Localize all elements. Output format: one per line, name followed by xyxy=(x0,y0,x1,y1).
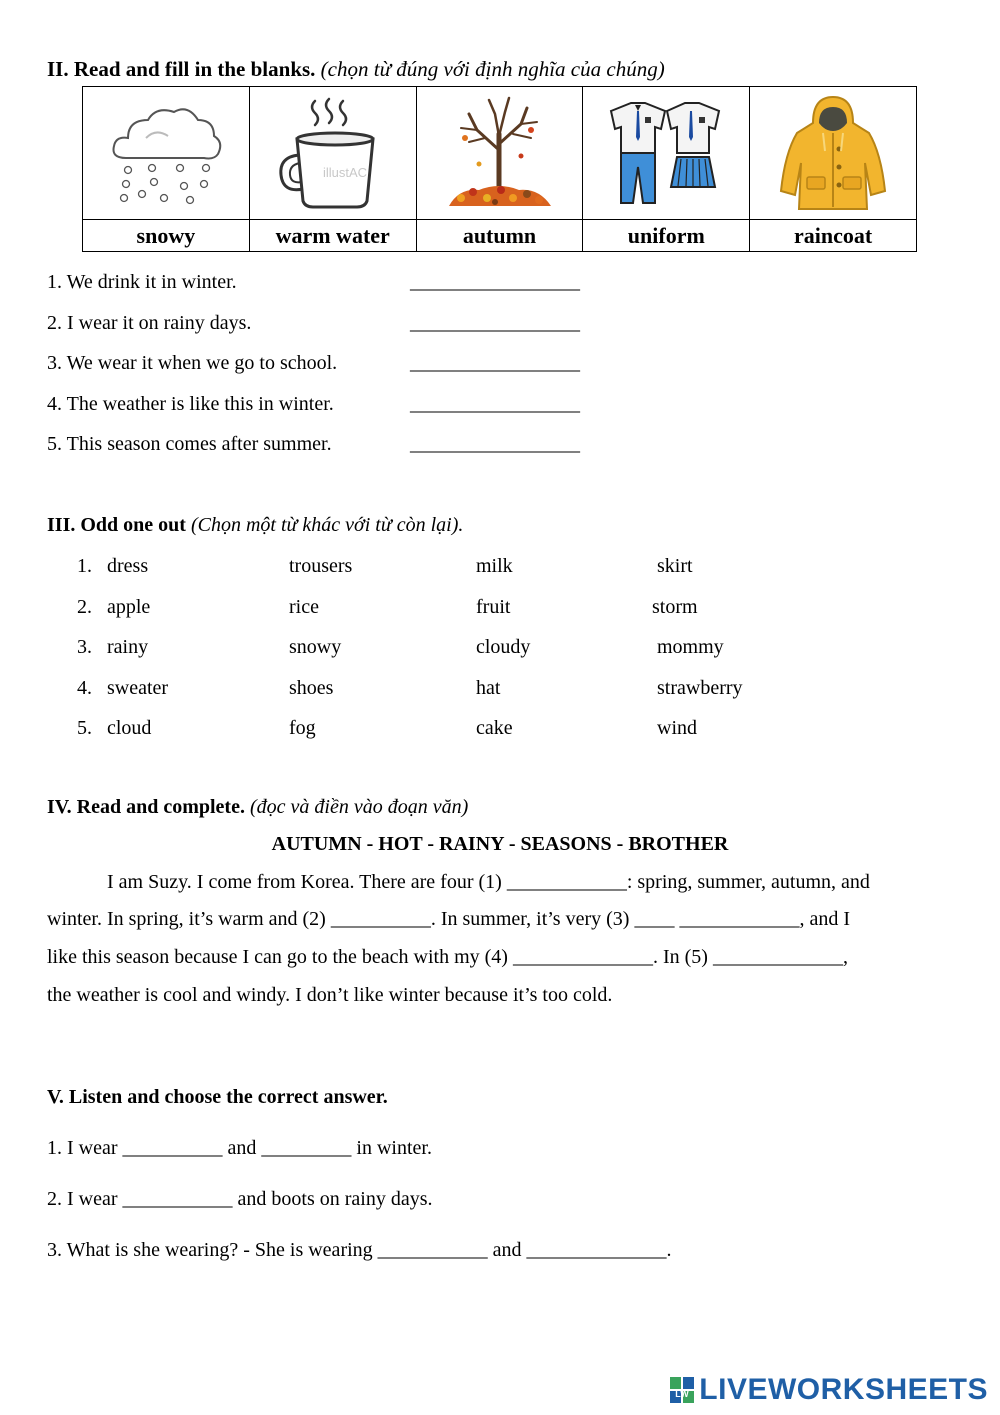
word-option[interactable]: trousers xyxy=(289,555,353,577)
word-bank: AUTUMN - HOT - RAINY - SEASONS - BROTHER xyxy=(271,833,729,855)
picture-cell-autumn xyxy=(416,87,583,220)
picture-cell-uniform xyxy=(583,87,750,220)
row-number: 5. xyxy=(77,717,92,739)
picture-label: raincoat xyxy=(750,220,917,252)
logo-text: LIVEWORKSHEETS xyxy=(699,1373,988,1406)
section-3-heading-italic: (Chọn một từ khác với từ còn lại). xyxy=(190,514,464,536)
odd-one-out-row-1 xyxy=(0,555,1000,585)
liveworksheets-badge-icon xyxy=(669,1375,695,1405)
logo-badge-text: LW xyxy=(675,1389,690,1399)
section-4-heading-bold: IV. Read and complete. xyxy=(47,796,245,818)
word-option[interactable]: skirt xyxy=(657,555,693,577)
row-number: 3. xyxy=(77,636,92,658)
answer-blank-5[interactable]: _________________ xyxy=(410,433,580,455)
fill-question-5: 5. This season comes after summer. xyxy=(47,433,332,455)
row-number: 4. xyxy=(77,677,92,699)
answer-blank-4[interactable]: _________________ xyxy=(410,393,580,415)
fill-question-2: 2. I wear it on rainy days. xyxy=(47,312,252,334)
answer-blank-2[interactable]: _________________ xyxy=(410,312,580,334)
word-option[interactable]: cake xyxy=(476,717,513,739)
liveworksheets-logo[interactable] xyxy=(669,1373,988,1407)
word-option[interactable]: milk xyxy=(476,555,513,577)
row-number: 1. xyxy=(77,555,92,577)
odd-one-out-row-3 xyxy=(0,636,1000,666)
section-5-heading-bold: V. Listen and choose the correct answer. xyxy=(47,1086,388,1108)
odd-one-out-row-5 xyxy=(0,717,1000,747)
word-option[interactable]: hat xyxy=(476,677,501,699)
picture-table xyxy=(82,86,917,252)
word-option[interactable]: shoes xyxy=(289,677,334,699)
word-option[interactable]: cloud xyxy=(107,717,152,739)
answer-blank-1[interactable]: _________________ xyxy=(410,271,580,293)
word-option[interactable]: rainy xyxy=(107,636,149,658)
picture-cell-raincoat xyxy=(750,87,917,220)
word-option[interactable]: wind xyxy=(657,717,697,739)
section-2-heading-bold: II. Read and fill in the blanks. xyxy=(47,57,316,81)
odd-one-out-row-2 xyxy=(0,596,1000,626)
section-4-heading-italic: (đọc và điền vào đoạn văn) xyxy=(249,796,469,818)
picture-label: uniform xyxy=(583,220,750,252)
cup-watermark: illustAC xyxy=(322,165,367,180)
paragraph-line-4: the weather is cool and windy. I don’t like winter because it’s too cold. xyxy=(47,984,613,1006)
picture-cell-snowy xyxy=(83,87,250,220)
row-number: 2. xyxy=(77,596,92,618)
picture-label: autumn xyxy=(416,220,583,252)
word-option[interactable]: strawberry xyxy=(657,677,743,699)
school-uniform-icon xyxy=(601,97,731,209)
fill-question-1: 1. We drink it in winter. xyxy=(47,271,237,293)
word-option[interactable]: snowy xyxy=(289,636,342,658)
word-option[interactable]: dress xyxy=(107,555,149,577)
picture-cell-warm-water xyxy=(249,87,416,220)
odd-one-out-row-4 xyxy=(0,677,1000,707)
picture-label: warm water xyxy=(249,220,416,252)
autumn-tree-icon xyxy=(439,94,559,212)
word-option[interactable]: fog xyxy=(289,717,316,739)
section-4-heading xyxy=(47,796,468,819)
paragraph-line-2: winter. In spring, it’s warm and (2) __________. In summer, it’s very (3) ____ ____________, and I xyxy=(47,908,850,930)
answer-blank-3[interactable]: _________________ xyxy=(410,352,580,374)
word-option[interactable]: storm xyxy=(652,596,698,618)
word-option[interactable]: apple xyxy=(107,596,151,618)
section-5-heading xyxy=(47,1086,388,1109)
listen-question-1: 1. I wear __________ and _________ in winter. xyxy=(47,1137,432,1159)
word-option[interactable]: mommy xyxy=(657,636,724,658)
picture-label: snowy xyxy=(83,220,250,252)
fill-question-4: 4. The weather is like this in winter. xyxy=(47,393,334,415)
raincoat-icon xyxy=(773,93,893,213)
word-option[interactable]: fruit xyxy=(476,596,511,618)
word-option[interactable]: sweater xyxy=(107,677,169,699)
section-2-heading xyxy=(47,57,665,82)
listen-question-2: 2. I wear ___________ and boots on rainy days. xyxy=(47,1188,433,1210)
paragraph-line-3: like this season because I can go to the beach with my (4) ______________. In (5) _____________, xyxy=(47,946,848,968)
section-2-heading-italic: (chọn từ đúng với định nghĩa của chúng) xyxy=(320,57,665,81)
word-option[interactable]: rice xyxy=(289,596,319,618)
snow-cloud-icon xyxy=(106,98,226,208)
fill-question-3: 3. We wear it when we go to school. xyxy=(47,352,338,374)
hot-cup-icon xyxy=(273,97,393,209)
section-3-heading-bold: III. Odd one out xyxy=(47,514,186,536)
word-option[interactable]: cloudy xyxy=(476,636,531,658)
section-3-heading xyxy=(47,514,463,537)
paragraph-line-1: I am Suzy. I come from Korea. There are four (1) ____________: spring, summer, autumn, and xyxy=(107,871,870,893)
listen-question-3: 3. What is she wearing? - She is wearing ___________ and ______________. xyxy=(47,1239,672,1261)
